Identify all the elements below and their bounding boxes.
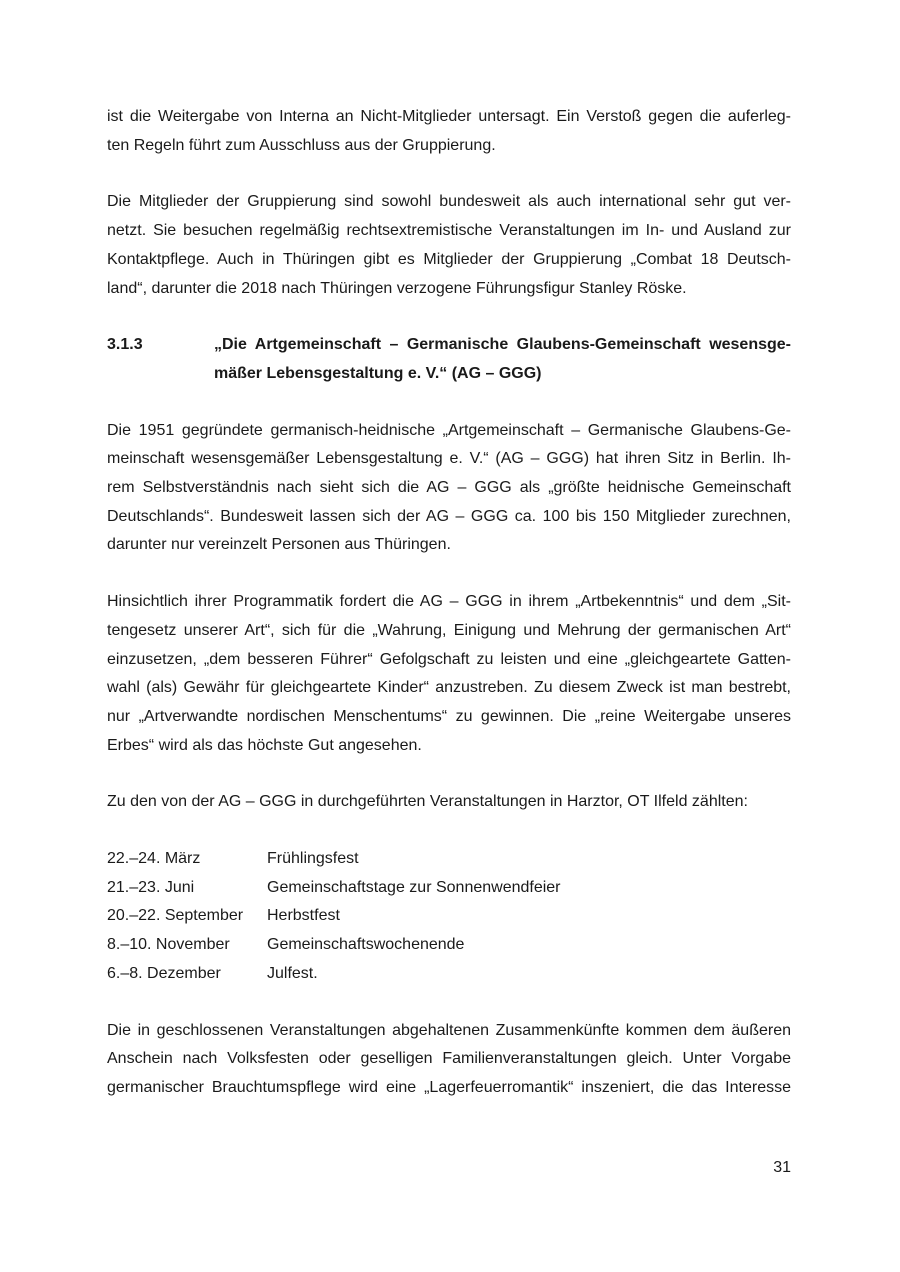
text-line: netzt. Sie besuchen regelmäßig rechtsextremistische Veranstaltungen im In- und Ausland zur <box>107 222 791 240</box>
event-date: 20.–22. September <box>107 907 244 925</box>
event-item <box>107 874 791 903</box>
text-line: ten Regeln führt zum Ausschluss aus der Gruppierung. <box>107 136 496 154</box>
section-title-line: „Die Artgemeinschaft – Germanische Glaubens-Gemeinschaft wesensge- <box>214 336 791 354</box>
paragraph-3 <box>107 417 791 561</box>
event-date: 22.–24. März <box>107 850 201 868</box>
text-line: Die in geschlossenen Veranstaltungen abgehaltenen Zusammenkünfte kommen dem äußeren <box>107 1021 791 1039</box>
paragraph-4 <box>107 588 791 760</box>
page-number: 31 <box>773 1159 791 1176</box>
section-title-line: mäßer Lebensgestaltung e. V.“ (AG – GGG) <box>214 364 542 382</box>
event-date: 6.–8. Dezember <box>107 964 221 982</box>
event-date: 21.–23. Juni <box>107 878 195 896</box>
paragraph-2 <box>107 188 791 303</box>
event-name: Gemeinschaftstage zur Sonnenwendfeier <box>267 878 561 896</box>
event-name: Julfest. <box>267 964 318 982</box>
event-item <box>107 902 791 931</box>
text-line: tengesetz unserer Art“, sich für die „Wahrung, Einigung und Mehrung der germanischen Art“ <box>107 621 791 639</box>
text-line: Anschein nach Volksfesten oder geselligen Familienveranstaltungen gleich. Unter Vorgabe <box>107 1050 791 1068</box>
text-line: einzusetzen, „dem besseren Führer“ Gefolgschaft zu leisten und eine „gleichgeartete Gatten- <box>107 650 791 668</box>
text-line: Die 1951 gegründete germanisch-heidnische „Artgemeinschaft – Germanische Glaubens-Ge- <box>107 421 791 439</box>
text-line: meinschaft wesensgemäßer Lebensgestaltung e. V.“ (AG – GGG) hat ihren Sitz in Berlin. Ih- <box>107 450 791 468</box>
event-name: Gemeinschaftswochenende <box>267 936 465 954</box>
document-page <box>107 103 791 1103</box>
text-line: rem Selbstverständnis nach sieht sich die AG – GGG als „größte heidnische Gemeinschaft <box>107 479 791 497</box>
paragraph-5 <box>107 788 791 817</box>
event-item <box>107 960 791 989</box>
text-line: land“, darunter die 2018 nach Thüringen verzogene Führungsfigur Stanley Röske. <box>107 279 687 297</box>
event-name: Frühlingsfest <box>267 850 359 868</box>
text-line: ist die Weitergabe von Interna an Nicht-Mitglieder untersagt. Ein Verstoß gegen die auferleg- <box>107 108 791 125</box>
paragraph-6 <box>107 1017 791 1103</box>
text-line: Die Mitglieder der Gruppierung sind sowohl bundesweit als auch international sehr gut ver- <box>107 193 791 211</box>
event-list <box>107 845 791 989</box>
text-line: nur „Artverwandte nordischen Menschentums“ zu gewinnen. Die „reine Weitergabe unseres <box>107 707 791 725</box>
text-line: Deutschlands“. Bundesweit lassen sich der AG – GGG ca. 100 bis 150 Mitglieder zurechnen, <box>107 507 791 525</box>
event-item <box>107 845 791 874</box>
event-date: 8.–10. November <box>107 936 230 954</box>
section-title <box>214 331 791 388</box>
text-line: Erbes“ wird als das höchste Gut angesehen. <box>107 736 422 754</box>
text-line: Zu den von der AG – GGG in durchgeführten Veranstaltungen in Harztor, OT Ilfeld zählten: <box>107 793 748 811</box>
text-line: Hinsichtlich ihrer Programmatik fordert die AG – GGG in ihrem „Artbekenntnis“ und dem „Sit- <box>107 593 791 611</box>
text-line: wahl (als) Gewähr für gleichgeartete Kinder“ anzustreben. Zu diesem Zweck ist man bestrebt, <box>107 679 791 697</box>
event-item <box>107 931 791 960</box>
section-heading <box>107 331 791 388</box>
text-line: Kontaktpflege. Auch in Thüringen gibt es Mitglieder der Gruppierung „Combat 18 Deutsch- <box>107 250 791 268</box>
event-name: Herbstfest <box>267 907 340 925</box>
section-number: 3.1.3 <box>107 336 143 354</box>
paragraph-1 <box>107 103 791 160</box>
text-line: darunter nur vereinzelt Personen aus Thüringen. <box>107 536 451 554</box>
text-line: germanischer Brauchtumspflege wird eine „Lagerfeuerromantik“ inszeniert, die das Interesse <box>107 1078 791 1096</box>
